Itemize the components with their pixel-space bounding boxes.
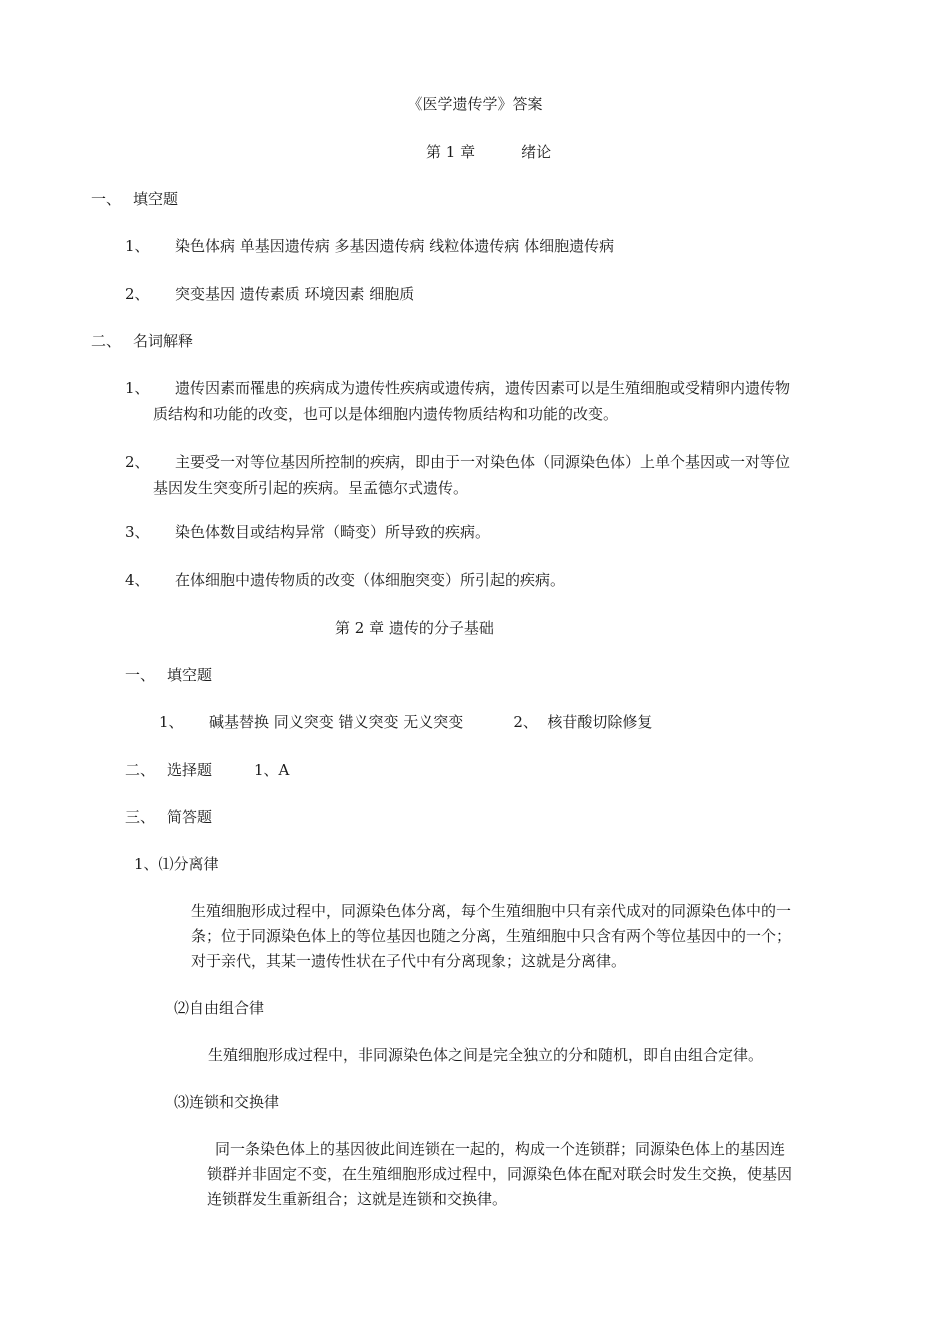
section-title: 简答题: [167, 808, 213, 826]
ch1-section-1-heading: [91, 189, 178, 209]
ch2-s3-q1-heading: 1、⑴分离律: [134, 855, 219, 873]
ch1-section-2-heading: [91, 331, 193, 351]
section-number: 一、: [91, 190, 122, 208]
question-number: 2、: [125, 285, 150, 303]
answer-line: 同一条染色体上的基因彼此间连锁在一起的，构成一个连锁群；同源染色体上的基因连: [215, 1140, 786, 1158]
section-title: 名词解释: [133, 332, 194, 350]
section-title: 填空题: [167, 666, 213, 684]
section-number: 二、: [91, 332, 122, 350]
document-title: 《医学遗传学》答案: [407, 95, 543, 113]
section-number: 二、: [125, 761, 156, 779]
ch2-s1-answers: [159, 712, 652, 732]
ch1-s2-definition-4: [125, 570, 565, 590]
question-number: 1、: [125, 237, 150, 255]
ch2-s3-q3-heading: ⑶连锁和交换律: [174, 1093, 280, 1111]
question-number: 4、: [125, 571, 150, 589]
question-number: 2、: [125, 453, 150, 471]
question-number: 1、: [159, 713, 184, 731]
ch2-s3-q2-body: 生殖细胞形成过程中，非同源染色体之间是完全独立的分和随机，即自由组合定律。: [208, 1046, 764, 1064]
question-answer: 核苷酸切除修复: [547, 713, 653, 731]
section-title: 填空题: [133, 190, 179, 208]
chapter-1-heading: [426, 142, 551, 162]
ch2-section-3-heading: [125, 807, 212, 827]
answer-line: 对于亲代，其某一遗传性状在子代中有分离现象；这就是分离律。: [191, 952, 627, 970]
definition-text: 在体细胞中遗传物质的改变（体细胞突变）所引起的疾病。: [175, 571, 566, 589]
definition-text: 染色体数目或结构异常（畸变）所导致的疾病。: [175, 523, 491, 541]
section-number: 一、: [125, 666, 156, 684]
ch2-section-2-heading: [125, 760, 289, 780]
answer-line: 锁群并非固定不变，在生殖细胞形成过程中，同源染色体在配对联会时发生交换，使基因: [207, 1165, 793, 1183]
ch1-s1-question-1: [125, 236, 614, 256]
definition-line: 主要受一对等位基因所控制的疾病，即由于一对染色体（同源染色体）上单个基因或一对等位: [175, 453, 791, 471]
ch1-s2-definition-3: [125, 522, 490, 542]
answer-line: 连锁群发生重新组合；这就是连锁和交换律。: [207, 1190, 508, 1208]
definition-line: 遗传因素而罹患的疾病成为遗传性疾病或遗传病，遗传因素可以是生殖细胞或受精卵内遗传物: [175, 379, 791, 397]
ch2-s3-q2-heading: ⑵自由组合律: [174, 999, 265, 1017]
question-answer: 突变基因 遗传素质 环境因素 细胞质: [175, 285, 415, 303]
chapter-1-number: 第 1 章: [426, 143, 476, 161]
question-number: 3、: [125, 523, 150, 541]
chapter-2-heading: 第 2 章 遗传的分子基础: [335, 619, 494, 637]
ch2-section-1-heading: [125, 665, 212, 685]
definition-line: 质结构和功能的改变，也可以是体细胞内遗传物质结构和功能的改变。: [153, 405, 619, 423]
definition-line: 基因发生突变所引起的疾病。呈孟德尔式遗传。: [153, 479, 469, 497]
answer-line: 生殖细胞形成过程中，同源染色体分离，每个生殖细胞中只有亲代成对的同源染色体中的一: [191, 902, 792, 920]
question-number: 1、: [125, 379, 150, 397]
question-number: 2、: [513, 713, 538, 731]
ch1-s1-question-2: [125, 284, 414, 304]
section-title: 选择题: [167, 761, 213, 779]
question-answer: 染色体病 单基因遗传病 多基因遗传病 线粒体遗传病 体细胞遗传病: [175, 237, 615, 255]
question-answer: 碱基替换 同义突变 错义突变 无义突变: [209, 713, 464, 731]
section-number: 三、: [125, 808, 156, 826]
choice-answer: 1、A: [254, 761, 290, 779]
chapter-1-name: 绪论: [521, 143, 552, 161]
answer-line: 条；位于同源染色体上的等位基因也随之分离，生殖细胞中只含有两个等位基因中的一个；: [191, 927, 792, 945]
